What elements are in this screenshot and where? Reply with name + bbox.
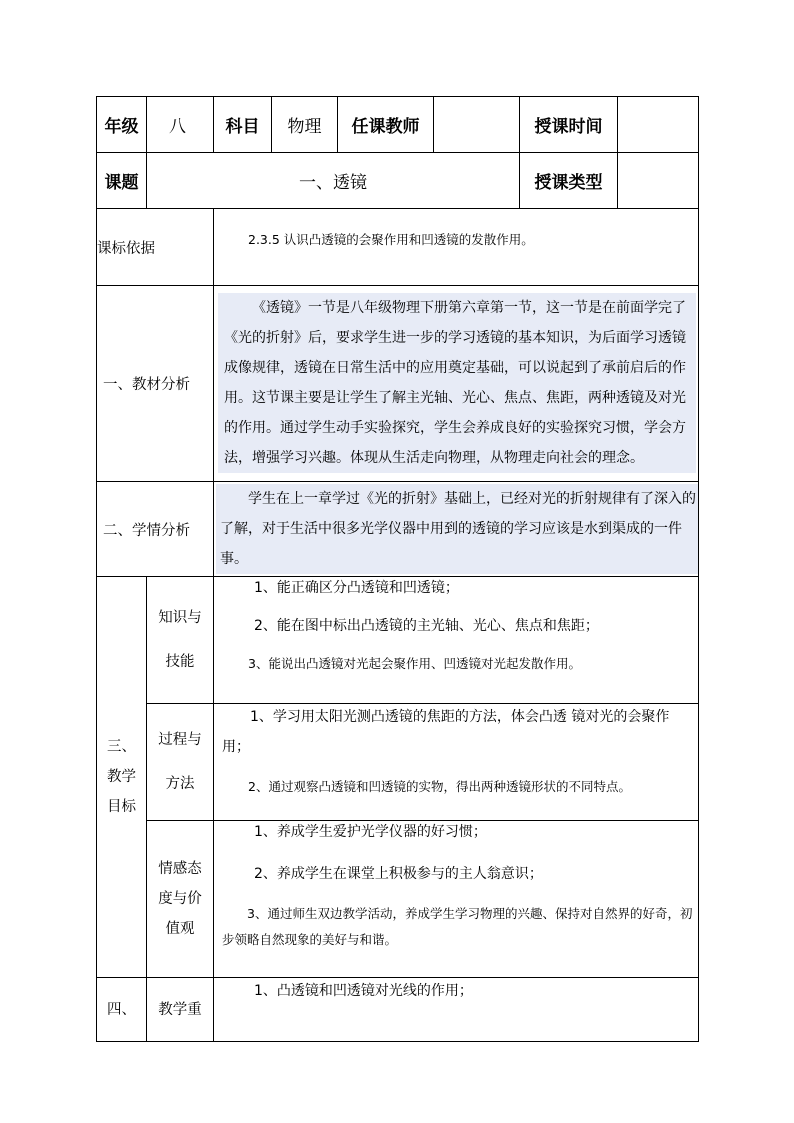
emotion-label xyxy=(147,821,214,978)
process-item-1: 1、学习用太阳光测凸透镜的焦距的方法，体会凸透 镜对光的会聚作用； xyxy=(222,709,670,755)
process-label-1: 过程与 xyxy=(158,732,202,748)
header-row xyxy=(97,97,699,153)
keypoints-label: 四、 xyxy=(97,978,147,1042)
emotion-item-1: 1、养成学生爱护光学仪器的好习惯； xyxy=(254,824,487,840)
grade-value: 八 xyxy=(147,97,214,153)
textbook-text: 《透镜》一节是八年级物理下册第六章第一节，这一节是在前面学完了《光的折射》后，要求学生进一步的学习透镜的基本知识，为后面学习透镜成像规律，透镜在日常生活中的应用奠定基础，可以说起到了承前启后的作用。这节课主要是让学生了解主光轴、光心、焦点、焦距，两种透镜及对光的作用。通过学生动手实验探究，学生会养成良好的实验探究习惯，学会方法，增强学习兴趣。体现从生活走向物理，从物理走向社会的理念。 xyxy=(224,299,686,466)
process-item-2: 2、通过观察凸透镜和凹透镜的实物，得出两种透镜形状的不同特点。 xyxy=(248,779,631,794)
standard-row xyxy=(97,209,699,286)
goals-label-1: 三、 xyxy=(107,739,136,755)
subject-label: 科目 xyxy=(214,97,272,153)
knowledge-label xyxy=(147,577,214,704)
textbook-row xyxy=(97,286,699,482)
standard-text: 2.3.5 认识凸透镜的会聚作用和凹透镜的发散作用。 xyxy=(248,232,534,247)
keypoints-cell xyxy=(214,978,699,1042)
time-label: 授课时间 xyxy=(520,97,618,153)
emotion-label-1: 情感态 xyxy=(158,861,202,877)
goals-knowledge-row xyxy=(97,577,699,704)
textbook-cell xyxy=(214,286,699,482)
emotion-label-2: 度与价 xyxy=(158,891,202,907)
students-text: 学生在上一章学过《光的折射》基础上，已经对光的折射规律有了深入的了解，对于生活中很多光学仪器中用到的透镜的学习应该是水到渠成的一件事。 xyxy=(220,491,696,567)
knowledge-label-1: 知识与 xyxy=(158,610,202,626)
keypoints-sub-label: 教学重 xyxy=(147,978,214,1042)
emotion-cell xyxy=(214,821,699,978)
students-label: 二、学情分析 xyxy=(97,482,214,577)
students-cell xyxy=(214,482,699,577)
process-cell xyxy=(214,704,699,821)
process-label xyxy=(147,704,214,821)
teacher-label: 任课教师 xyxy=(338,97,434,153)
knowledge-item-3: 3、能说出凸透镜对光起会聚作用、凹透镜对光起发散作用。 xyxy=(248,656,581,671)
knowledge-item-2: 2、能在图中标出凸透镜的主光轴、光心、焦点和焦距； xyxy=(254,618,599,634)
emotion-item-2: 2、养成学生在课堂上积极参与的主人翁意识； xyxy=(254,866,543,882)
topic-row xyxy=(97,153,699,209)
keypoints-item-1: 1、凸透镜和凹透镜对光线的作用； xyxy=(254,983,473,999)
goals-process-row xyxy=(97,704,699,821)
keypoints-row xyxy=(97,978,699,1042)
goals-label-3: 目标 xyxy=(107,799,136,815)
standard-cell xyxy=(214,209,699,286)
type-label: 授课类型 xyxy=(520,153,618,209)
grade-label: 年级 xyxy=(97,97,147,153)
standard-label: 课标依据 xyxy=(97,209,214,286)
knowledge-cell xyxy=(214,577,699,704)
lesson-plan-table xyxy=(96,96,699,1042)
emotion-label-3: 值观 xyxy=(165,921,195,937)
textbook-label: 一、教材分析 xyxy=(97,286,214,482)
students-row xyxy=(97,482,699,577)
goals-label xyxy=(97,577,147,978)
topic-value: 一、透镜 xyxy=(147,153,520,209)
time-value xyxy=(618,97,699,153)
process-label-2: 方法 xyxy=(165,776,195,792)
knowledge-label-2: 技能 xyxy=(165,654,195,670)
emotion-item-3: 3、通过师生双边教学活动，养成学生学习物理的兴趣、保持对自然界的好奇，初步领略自然现象的美好与和谐。 xyxy=(222,906,693,947)
type-value xyxy=(618,153,699,209)
knowledge-item-1: 1、能正确区分凸透镜和凹透镜； xyxy=(254,580,459,596)
topic-label: 课题 xyxy=(97,153,147,209)
goals-emotion-row xyxy=(97,821,699,978)
subject-value: 物理 xyxy=(272,97,338,153)
teacher-value xyxy=(434,97,520,153)
goals-label-2: 教学 xyxy=(107,769,136,785)
